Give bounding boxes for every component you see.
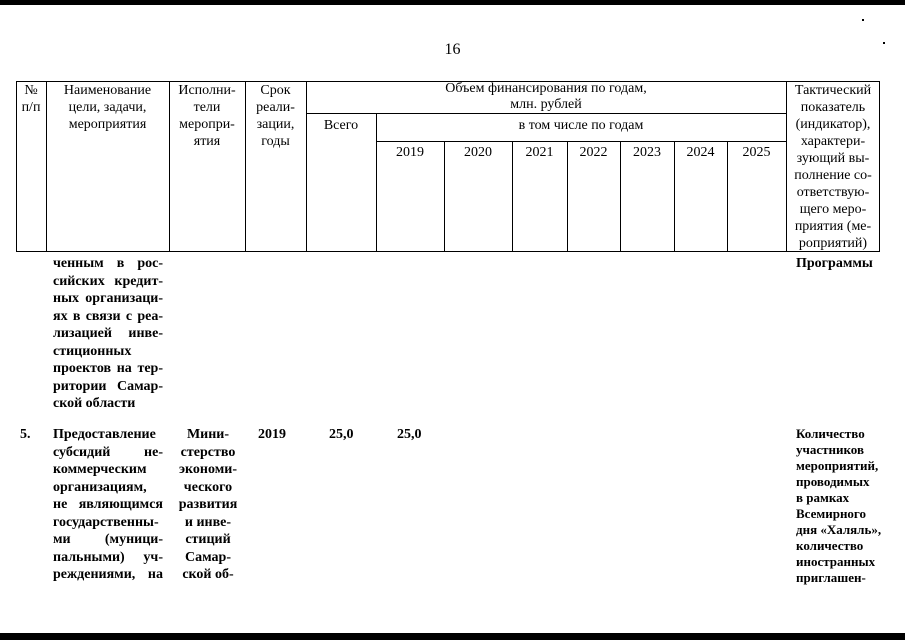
scan-speck [862,19,864,21]
row5-total: 25,0 [329,427,354,442]
bottom-border [0,633,905,640]
header-num: № п/п [21,83,41,115]
header-total: Всего [323,118,359,133]
header-executors: Исполни- тели меропри- ятия [178,83,236,149]
row5-term: 2019 [258,427,286,442]
header-year-2024: 2024 [686,145,715,160]
header-year-2019: 2019 [396,145,424,160]
row5-indicator: Количество участников мероприятий, проводимых в рамках Всемирного дня «Халяль», количество иностранных приглашен- [796,426,882,585]
header-year-2020: 2020 [464,145,492,160]
row5-name: Предоставление субсидий не- коммерческим организациям, не являющимся государственны- ми (муници- пальными) уч- реждениями, на [53,427,163,582]
header-name: Наименование цели, задачи, мероприятия [63,83,152,132]
header-by-years: в том числе по годам [518,118,644,133]
top-border [0,0,905,5]
row5-2019: 25,0 [397,427,422,442]
continuation-indicator: Программы [796,256,873,271]
header-year-2022: 2022 [579,145,608,160]
page-number: 16 [444,41,461,58]
header-indicator: Тактический показатель (индикатор), характери- зующий вы- полнение со- ответствую- щего меро- приятия (ме- роприятий) [794,83,872,251]
row5-num: 5. [20,427,31,442]
header-year-2025: 2025 [742,145,771,160]
header-year-2021: 2021 [525,145,554,160]
continuation-name: ченным в рос- сийских кредит- ных организаци- ях в связи с реа- лизацией инве- стиционных проектов на тер- ритории Самар- ской области [53,256,163,411]
header-term: Срок реали- зации, годы [256,83,295,149]
header-year-2023: 2023 [633,145,661,160]
header-funding-title: Объем финансирования по годам, млн. рублей [445,81,647,112]
table-header [16,81,880,252]
row5-executors: Мини- стерство экономи- ческого развития и инве- стиций Самар- ской об- [178,427,238,582]
